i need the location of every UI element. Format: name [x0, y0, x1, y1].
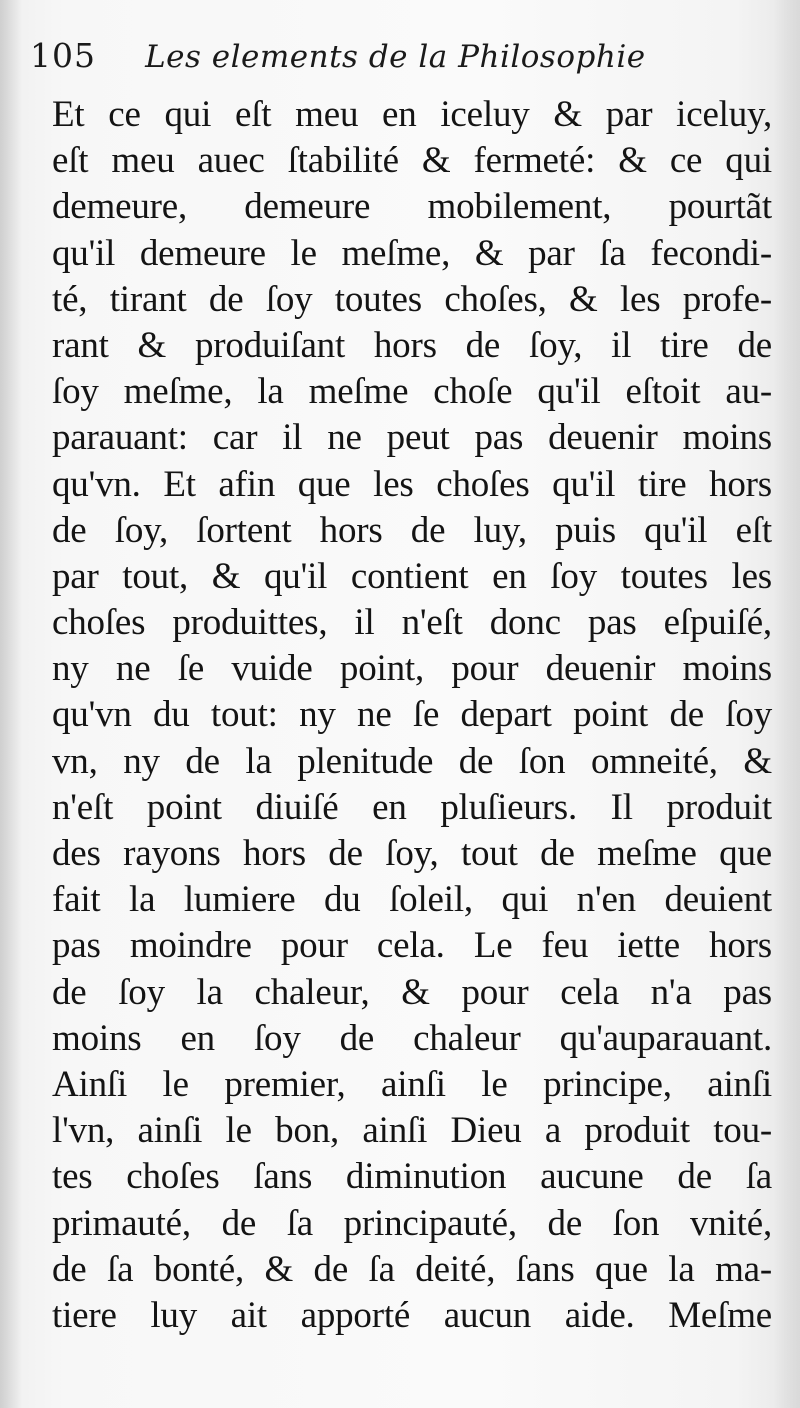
text-line: de ſoy, ſortent hors de luy, puis qu'il eſt — [52, 509, 772, 551]
text-line: par tout, & qu'il contient en ſoy toutes les — [52, 555, 772, 597]
text-line: primauté, de ſa principauté, de ſon vnité, — [52, 1202, 772, 1244]
text-line: ſoy meſme, la meſme choſe qu'il eſtoit au- — [52, 371, 772, 413]
running-title: Les elements de la Philosophie — [145, 39, 646, 75]
text-line: qu'vn du tout: ny ne ſe depart point de ſoy — [52, 694, 772, 736]
text-line: vn, ny de la plenitude de ſon omneité, & — [52, 740, 772, 782]
page-edge-shadow — [774, 0, 800, 1408]
text-line: parauant: car il ne peut pas deuenir moins — [52, 417, 772, 459]
text-line: des rayons hors de ſoy, tout de meſme que — [52, 833, 772, 874]
body-text — [52, 92, 772, 1339]
text-line: moins en ſoy de chaleur qu'auparauant. — [52, 1017, 772, 1059]
gutter-shadow — [0, 0, 22, 1408]
text-line: Et ce qui eſt meu en iceluy & par iceluy, — [52, 94, 772, 135]
text-line: Ainſi le premier, ainſi le principe, ainſi — [52, 1063, 772, 1105]
text-line: fait la lumiere du ſoleil, qui n'en deuient — [52, 879, 772, 921]
page-number: 105 — [30, 36, 96, 75]
text-line: de ſoy la chaleur, & pour cela n'a pas — [52, 971, 772, 1013]
text-line: l'vn, ainſi le bon, ainſi Dieu a produit tou- — [52, 1110, 772, 1152]
text-line: pas moindre pour cela. Le feu iette hors — [52, 925, 772, 967]
text-line: qu'vn. Et afin que les choſes qu'il tire hors — [52, 463, 772, 505]
running-head — [30, 36, 730, 86]
text-line: ny ne ſe vuide point, pour deuenir moins — [52, 648, 772, 690]
text-line: demeure, demeure mobilement, pourtãt — [52, 186, 772, 228]
text-line: choſes produittes, il n'eſt donc pas eſpuiſé, — [52, 602, 772, 644]
text-line: qu'il demeure le meſme, & par ſa fecondi- — [52, 232, 772, 274]
text-line: tes choſes ſans diminution aucune de ſa — [52, 1156, 772, 1198]
text-line: tiere luy ait apporté aucun aide. Meſme — [52, 1294, 772, 1336]
text-line: té, tirant de ſoy toutes choſes, & les profe- — [52, 278, 772, 320]
text-line: rant & produiſant hors de ſoy, il tire de — [52, 324, 772, 366]
text-line: n'eſt point diuiſé en pluſieurs. Il produit — [52, 786, 772, 828]
text-line: eſt meu auec ſtabilité & fermeté: & ce qui — [52, 140, 772, 182]
text-line: de ſa bonté, & de ſa deité, ſans que la ma- — [52, 1248, 772, 1290]
